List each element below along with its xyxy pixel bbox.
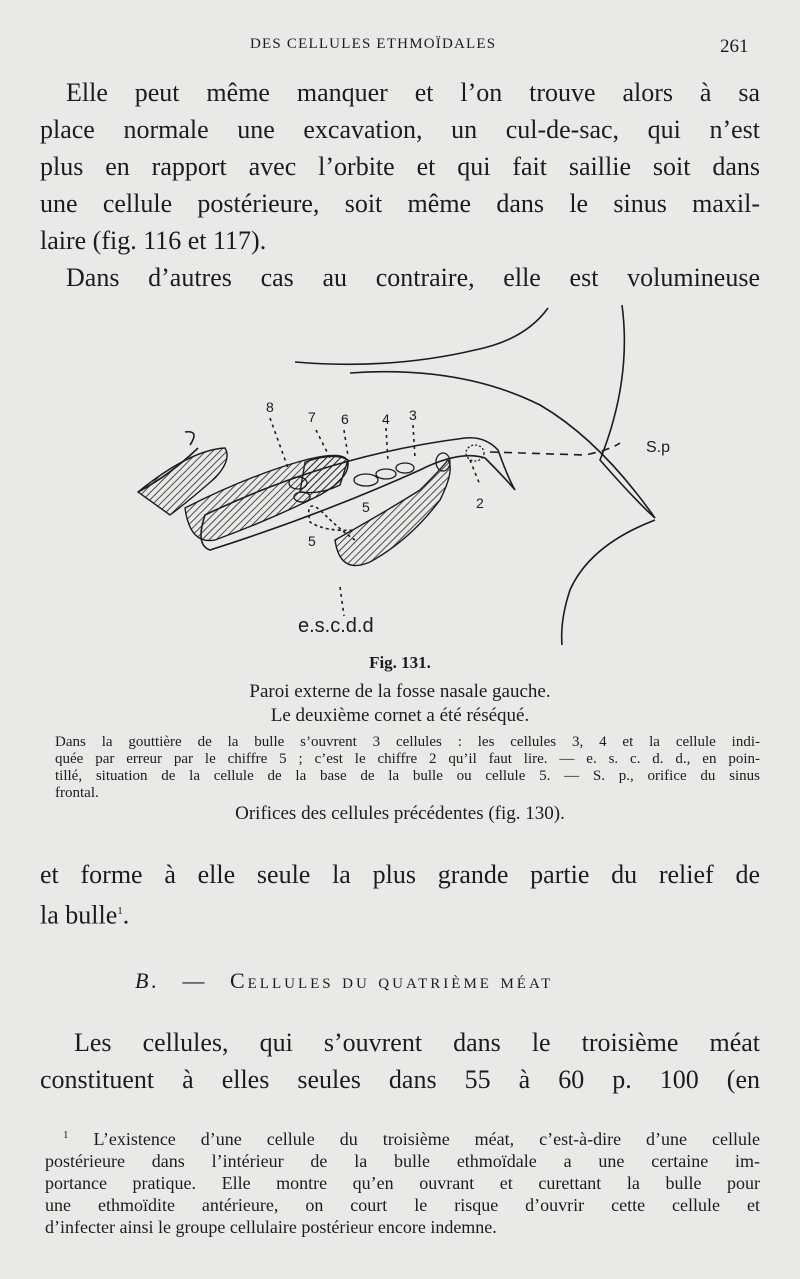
legend-line: frontal. bbox=[55, 785, 99, 801]
text-line: Elle peut même manquer et l’on trouve alors à sa bbox=[66, 78, 760, 107]
figure-legend bbox=[55, 734, 760, 802]
label-5b: 5 bbox=[308, 533, 316, 549]
section-title: Cellules du quatrième méat bbox=[229, 968, 554, 993]
footnote-ref: 1 bbox=[117, 905, 123, 917]
page-header bbox=[0, 36, 800, 60]
text-line: constituent à elles seules dans 55 à 60 p. 100 (en bbox=[40, 1065, 760, 1094]
posterior-wall bbox=[600, 305, 655, 518]
legend-line: quée par erreur par le chiffre 5 ; c’est le chiffre 2 qu’il faut lire. — e. s. c. d. d., en poin- bbox=[55, 751, 760, 767]
upper-outline bbox=[295, 308, 548, 364]
paragraph-3 bbox=[40, 856, 760, 934]
footnote-line: postérieure dans l’intérieur de la bulle ethmoïdale a une certaine im- bbox=[45, 1151, 760, 1171]
footnote-marker: 1 bbox=[63, 1129, 69, 1141]
caption-line: Le deuxième cornet a été réséqué. bbox=[270, 705, 530, 726]
label-3: 3 bbox=[409, 407, 417, 423]
label-2: 2 bbox=[476, 495, 484, 511]
footnote-line: portance pratique. Elle montre qu’en ouvrant et curettant la bulle pour bbox=[45, 1173, 760, 1193]
text-fragment: . bbox=[122, 900, 130, 930]
figure-number: Fig. 131. bbox=[369, 653, 431, 672]
label-sp: S.p bbox=[646, 439, 670, 456]
caption-line: Paroi externe de la fosse nasale gauche. bbox=[249, 681, 551, 702]
section-heading bbox=[135, 968, 553, 994]
figure-reference: Orifices des cellules précédentes (fig. 130). bbox=[235, 803, 565, 824]
footnote bbox=[45, 1124, 760, 1238]
label-escdd: e.s.c.d.d bbox=[298, 615, 374, 637]
text-line: et forme à elle seule la plus grande partie du relief de bbox=[40, 860, 760, 889]
label-6: 6 bbox=[341, 411, 349, 427]
figure-131-drawing bbox=[130, 300, 670, 660]
legend-line: tillé, situation de la cellule de la base de la bulle ou cellule 5. — S. p., orifice du sinus bbox=[55, 768, 760, 784]
text-line: Dans d’autres cas au contraire, elle est volumineuse bbox=[66, 263, 760, 292]
text-line: place normale une excavation, un cul-de-sac, qui n’est bbox=[40, 115, 760, 144]
page-number: 261 bbox=[720, 36, 749, 57]
footnote-line bbox=[45, 1124, 760, 1150]
text-line: Les cellules, qui s’ouvrent dans le troisième méat bbox=[74, 1028, 760, 1057]
label-5a: 5 bbox=[362, 499, 370, 515]
figure-caption bbox=[0, 680, 800, 728]
paragraph-2 bbox=[40, 259, 760, 296]
legend-line: Dans la gouttière de la bulle s’ouvrent 3 cellules : les cellules 3, 4 et la cellule indi- bbox=[55, 734, 760, 750]
label-7: 7 bbox=[308, 409, 316, 425]
footnote-line: d’infecter ainsi le groupe cellulaire postérieur encore indemne. bbox=[45, 1217, 497, 1237]
roof-curve bbox=[350, 372, 655, 518]
nasal-wall-illustration bbox=[130, 300, 670, 660]
text-line bbox=[40, 893, 760, 934]
paragraph-4 bbox=[40, 1024, 760, 1098]
hatched-turbinate-3 bbox=[335, 460, 450, 566]
footnote-line: une ethmoïdite antérieure, on court le risque d’ouvrir cette cellule et bbox=[45, 1195, 760, 1215]
text-fragment: la bulle bbox=[40, 900, 118, 930]
label-4: 4 bbox=[382, 411, 390, 427]
text-line: une cellule postérieure, soit même dans le sinus maxil- bbox=[40, 189, 760, 218]
section-dash: — bbox=[182, 968, 208, 993]
running-head: DES CELLULES ETHMOÏDALES bbox=[250, 36, 497, 52]
text-line: plus en rapport avec l’orbite et qui fait saillie soit dans bbox=[40, 152, 760, 181]
paragraph-1 bbox=[40, 74, 760, 259]
footnote-text: L’existence d’une cellule du troisième méat, c’est-à-dire d’une cellule bbox=[93, 1129, 761, 1149]
section-letter: B. bbox=[135, 968, 160, 993]
sinus-wall bbox=[562, 520, 655, 645]
label-8: 8 bbox=[266, 399, 274, 415]
text-line: laire (fig. 116 et 117). bbox=[40, 226, 267, 255]
